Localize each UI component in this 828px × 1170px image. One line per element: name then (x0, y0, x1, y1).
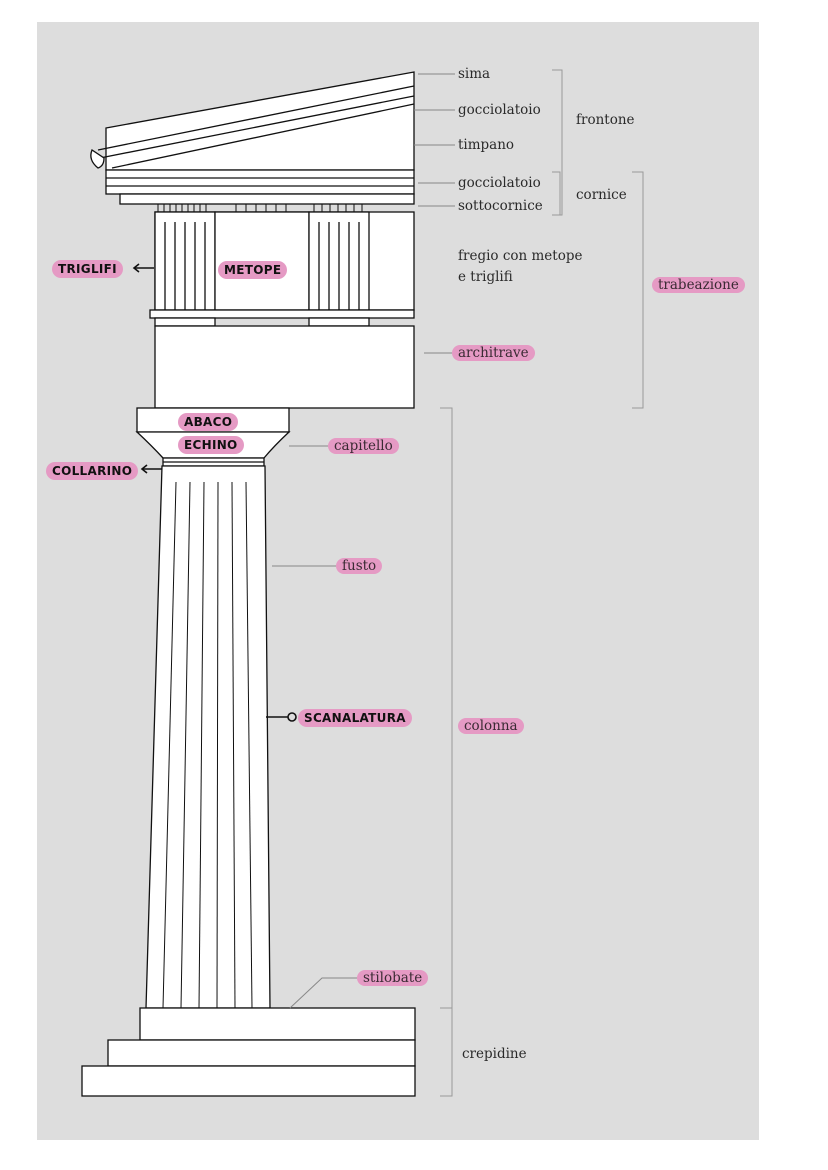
brace-crepidine (440, 1008, 452, 1096)
stylobate-step (140, 1008, 415, 1040)
cornice-block (106, 170, 414, 194)
label-timpano: timpano (458, 137, 515, 153)
label-architrave: architrave (452, 345, 535, 361)
group-frontone: frontone (576, 112, 635, 128)
hand-label-metope: METOPE (218, 261, 287, 279)
hand-label-collarino: COLLARINO (46, 462, 138, 480)
pediment (106, 72, 414, 170)
label-gocciolatoio-top: gocciolatoio (458, 102, 541, 118)
sottocornice-block (120, 194, 414, 204)
middle-step (108, 1040, 415, 1066)
group-cornice: cornice (576, 187, 627, 203)
bottom-step (82, 1066, 415, 1096)
architrave-block (155, 326, 414, 408)
label-gocciolatoio-bottom: gocciolatoio (458, 175, 541, 191)
group-crepidine: crepidine (462, 1046, 527, 1062)
taenia (150, 310, 414, 318)
label-sima: sima (458, 66, 491, 82)
label-fusto: fusto (336, 558, 382, 574)
label-fregio-line1: fregio con metope (458, 248, 583, 264)
hand-label-echino: ECHINO (178, 436, 244, 454)
brace-trabeazione (632, 172, 643, 408)
hand-label-scanalatura: SCANALATURA (298, 709, 412, 727)
brace-cornice (552, 172, 560, 215)
mutule-guttae (158, 204, 362, 212)
group-trabeazione: trabeazione (652, 277, 745, 293)
hand-label-abaco: ABACO (178, 413, 238, 431)
label-fregio-line2: e triglifi (458, 269, 513, 285)
acroterion (91, 150, 104, 168)
hand-label-triglifi: TRIGLIFI (52, 260, 123, 278)
label-stilobate: stilobate (357, 970, 428, 986)
group-colonna: colonna (458, 718, 524, 734)
label-capitello: capitello (328, 438, 399, 454)
brace-colonna (440, 408, 452, 1008)
label-sottocornice: sottocornice (458, 198, 543, 214)
